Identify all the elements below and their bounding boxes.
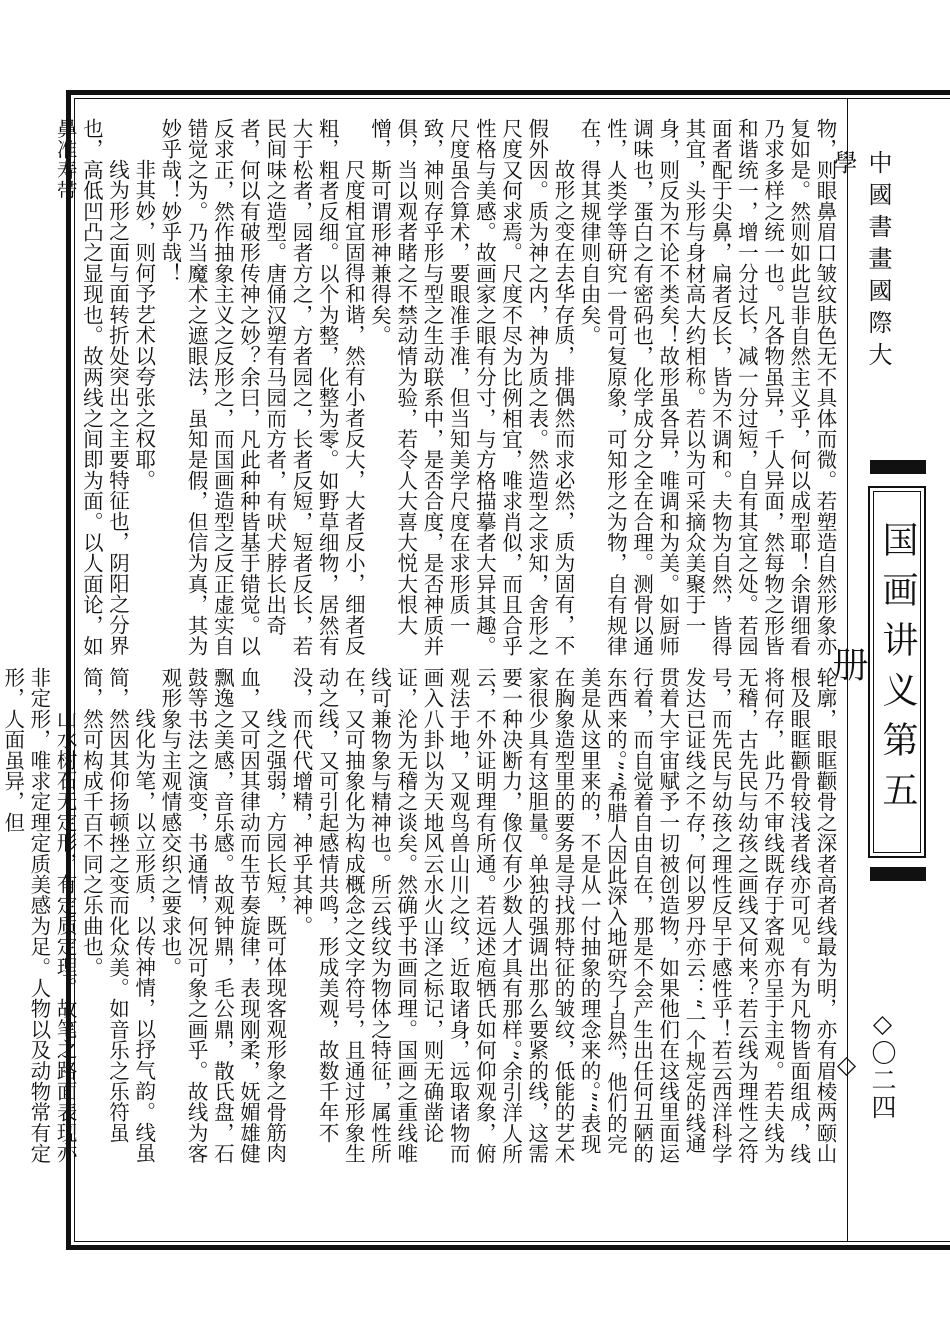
paragraph: 轮廓，眼眶颧骨之深者高者线最为明，亦有眉棱两颐山根及眼眶颧骨较浅者线亦可见。有为凡物皆面组成，线将何存，此乃不审线既存于客观亦呈于主观。若夫线为无稽，古先民与幼孩之画线又何来？若云线为理性之符号，而先民与幼孩之理性反早于感性乎！若云西洋科学发达已证线之不存，何以罗丹亦云：“一个规定的线通贯着大宇宙赋予一切被创造物，如果他们在这线里面运行着，而自觉着自由自在，那是不会产生出任何丑陋的东西来的。”“希腊人因此深入地研究了自然，他们的完美是从这里来的，不是从一付抽象的理念来的。”“表现在胸象造型里的要务是寻找那特征的皱纹，低能的艺术家很少具有这胆量。单独的强调出那么要紧的线，这需要一种决断力，像仅有少数人才具有那样。”余引洋人所云，不外证明理有所通。若远述庖牺氏如何仰观象，俯观法于地，又观鸟兽山川之纹，近取诸身，远取诸物而画入八卦以为天地风云水火山泽之标记，则无确凿论证，沦为无稽之谈矣。然确乎书画同理。国画之重线唯线可兼物象与精神也。所云线纹为物体之特征，属性所在，又可抽象化为构成概念之文字符号，且通过形象生动之线，又可引起感情共鸣，形成美观，故数千年不没，而代代增精，神乎其神。 — [288, 667, 837, 1165]
paragraph: 物，则眼鼻眉口皱纹肤色无不具体而微。若塑造自然形象亦复如是。然则如此岂非自然主义乎，何以成型耶！余谓细看乃求多样之统一也。凡各物虽异，千人异面，然每物之形皆和谐统一，增一分过长，减一分过短，自有其宜之处。若园面者配于尖鼻，扁者反长，皆为不调和。夫物为自然，皆得其宜，头形与身材高大约相称。若以为可采摘众美聚于一身，则反为不论不类矣！故形虽各异，唯调和为美。如厨师调味也，蛋白之有密码也，化学成分之全在合理。测骨以通性，人类学等研究一骨可复原象，可知形之为物，自有规律在，得其规律则自由矣。 — [577, 118, 837, 657]
upper-text-block — [53, 118, 838, 673]
paragraph: 线化为笔，以立形质，以传神情，以抒气韵。线虽简，然因其仰扬顿挫之变而化众美。如音乐之乐符虽简，然可构成千百不同之乐曲也。 — [79, 667, 156, 1164]
page-number: ◇〇二四◇ — [832, 1009, 897, 1121]
title-bar-top — [870, 460, 926, 474]
volume-title: 国画讲义第五册 — [827, 521, 918, 821]
paragraph: 线为形之面与面转折处突出之主要特征也，阴阳之分界也，高低凹凸之显现也。故两线之间即为面。以人面论，如鼻准寿带 — [53, 118, 130, 657]
paragraph: 尺度相宜固得和谐，然有小者反大，大者反小，细者反粗，粗者反细。以个为整，化整为零。如野草细物，居然有大于松者，园者方之，方者园之，长者反短，短者反长，若民间味之造型。唐俑汉塑有马园而方者，有吠犬脖长出奇者，何以有破形传神之妙？余曰，凡此种种皆基于错觉。以反求正，然作抽象主义之反形之，而国画造型之反正虚实自错觉之为。乃当魔术之遮眼法，虽知是假，但信为真，其为妙乎哉！妙乎哉！ — [157, 118, 366, 657]
paragraph: 非其妙，则何予艺术以夸张之权耶。 — [131, 159, 156, 491]
publisher-name: 中國書畫國際大學 — [829, 150, 892, 374]
title-bar-bottom — [870, 867, 926, 881]
paragraph: 山水树石无定形，有定质定理。故笔之路面表现亦非定形，唯求定理定质美感为足。人物以及动物常有定形，人面虽异，但 — [0, 667, 78, 1164]
lower-text-block — [0, 667, 838, 1167]
paragraph: 故形之变在去华存质，排偶然而求必然，质为固有，不假外因。质为神之内，神为质之表。然造型之求知，舍形之尺度又何求焉。尺度不尽为比例相宜，唯求肖似，而且合乎性格与美感。故画家之眼有分寸，与方格描摹者大异其趣。尺度虽合算术，要眼准手准，但当知美学尺度在求形质一致，神则存乎形与型之生动联系中，是否合度，是否神质并俱，当以观者睹之不禁动情为验，若令人大喜大悦大恨大憎，斯可谓形神兼得矣。 — [367, 118, 575, 657]
paragraph: 线之强弱，方园长短，既可体现客观形象之骨筋肉血，又可因其律动而生节奏旋律，表现刚柔，妩媚雄健飘逸之美感，音乐感。故观钟鼎，毛公鼎，散氏盘，石鼓等书法之演变，书通情，何况可象之画乎。故线为客观形象与主观情感交织之要求也。 — [157, 667, 287, 1164]
